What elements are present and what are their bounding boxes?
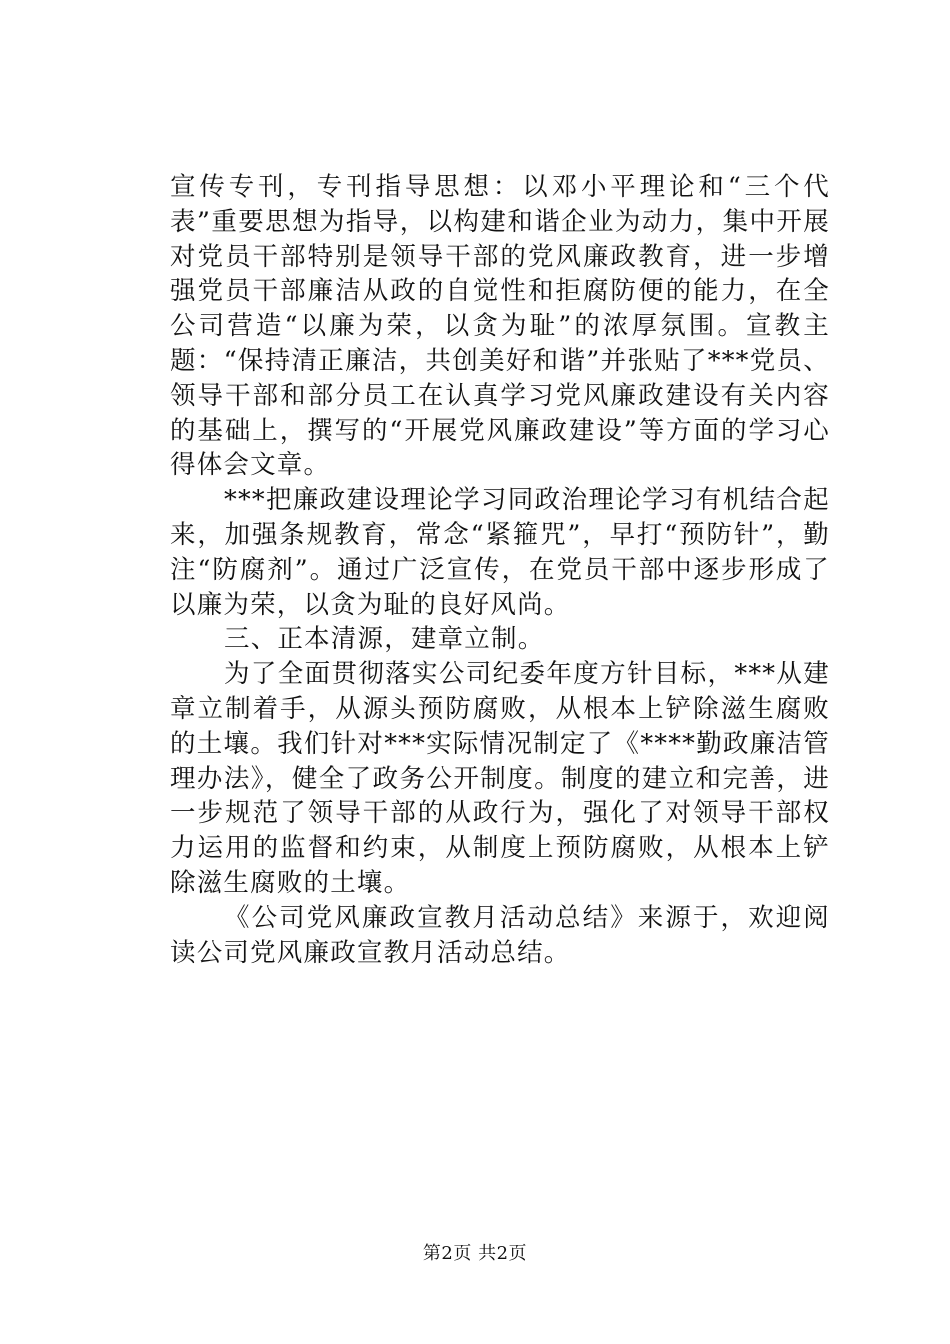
paragraph-1: 宣传专刊，专刊指导思想：以邓小平理论和“三个代表”重要思想为指导，以构建和谐企业为动力，集中开展对党员干部特别是领导干部的党风廉政教育，进一步增强党员干部廉洁从政的自觉性和拒腐防便的能力，在全公司营造“以廉为荣，以贪为耻”的浓厚氛围。宣教主题：“保持清正廉洁，共创美好和谐”并张贴了***党员、领导干部和部分员工在认真学习党风廉政建设有关内容的基础上，撰写的“开展党风廉政建设”等方面的学习心得体会文章。 — [170, 172, 830, 481]
section-heading: 三、正本清源，建章立制。 — [224, 624, 545, 655]
paragraph-2: ***把廉政建设理论学习同政治理论学习有机结合起来，加强条规教育，常念“紧箍咒”，早打“预防针”，勤注“防腐剂”。通过广泛宣传，在党员干部中逐步形成了以廉为荣，以贪为耻的良好风尚。 — [170, 485, 830, 620]
paragraph-3: 为了全面贯彻落实公司纪委年度方针目标，***从建章立制着手，从源头预防腐败，从根本上铲除滋生腐败的土壤。我们针对***实际情况制定了《****勤政廉洁管理办法》，健全了政务公开制度。制度的建立和完善，进一步规范了领导干部的从政行为，强化了对领导干部权力运用的监督和约束，从制度上预防腐败，从根本上铲除滋生腐败的土壤。 — [170, 659, 830, 898]
page-footer: 第2页 共2页 — [422, 1243, 528, 1264]
paragraph-source-note: 《公司党风廉政宣教月活动总结》来源于，欢迎阅读公司党风廉政宣教月活动总结。 — [170, 902, 830, 968]
document-body — [170, 170, 830, 970]
